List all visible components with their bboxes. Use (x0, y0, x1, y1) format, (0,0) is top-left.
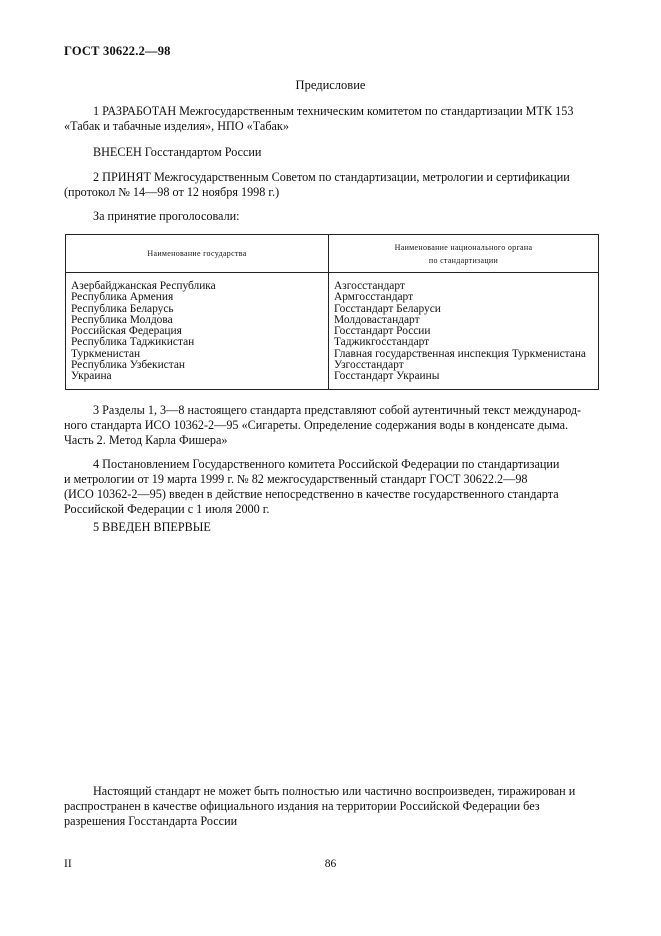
state-name: Республика Молдова (71, 313, 173, 326)
state-name: Республика Армения (71, 291, 174, 304)
states-column (66, 273, 329, 390)
section-4-line-4: Российской Федерации с 1 июля 2000 г. (64, 502, 270, 516)
body-name: Госстандарт Беларуси (334, 302, 441, 315)
body-name: Азгосстандарт (334, 280, 405, 292)
section-3-line-2: ного стандарта ИСО 10362-2—95 «Сигареты. Определение содержания воды в конденсате дыма. (64, 418, 569, 432)
section-4-line-2: и метрологии от 19 марта 1999 г. № 82 межгосударственный стандарт ГОСТ 30622.2—98 (64, 472, 528, 486)
body-name: Госстандарт Украины (334, 370, 440, 383)
section-2-line-1: 2 ПРИНЯТ Межгосударственным Советом по стандартизации, метрологии и сертификации (93, 170, 570, 184)
copyright-note-line-1: Настоящий стандарт не может быть полностью или частично воспроизведен, тиражирован и (93, 784, 576, 798)
body-name: Молдовастандарт (334, 313, 420, 326)
section-3 (64, 403, 598, 448)
table-row (66, 273, 599, 390)
bodies-column (329, 273, 599, 390)
page-roman-numeral: II (64, 858, 72, 870)
section-5: 5 ВВЕДЕН ВПЕРВЫЕ (93, 520, 211, 534)
section-2-line-2: (протокол № 14—98 от 12 ноября 1998 г.) (64, 185, 280, 199)
section-1 (64, 104, 598, 134)
body-name: Госстандарт России (334, 325, 431, 338)
section-3-line-1: 3 Разделы 1, 3—8 настоящего стандарта представляют собой аутентичный текст международ- (93, 403, 582, 417)
copyright-note (64, 784, 598, 829)
section-4 (64, 457, 598, 517)
standard-header: ГОСТ 30622.2—98 (64, 44, 171, 58)
section-1-line-2: «Табак и табачные изделия», НПО «Табак» (64, 119, 289, 133)
state-name: Российская Федерация (71, 325, 182, 338)
state-name: Республика Беларусь (71, 302, 174, 315)
state-name: Республика Таджикистан (71, 336, 195, 349)
state-name: Азербайджанская Республика (71, 280, 216, 292)
copyright-note-line-3: разрешения Госстандарта России (64, 814, 238, 828)
voted-label: За принятие проголосовали: (93, 209, 240, 223)
body-name: Армгосстандарт (334, 291, 414, 304)
page-title: Предисловие (295, 78, 366, 92)
copyright-note-line-2: распространен в качестве официального издания на территории Российской Федерации без (64, 799, 540, 813)
introduced-by: ВНЕСЕН Госстандартом России (93, 145, 262, 159)
table-header-state: Наименование государства (66, 235, 329, 273)
section-2 (64, 170, 598, 200)
section-3-line-3: Часть 2. Метод Карла Фишера» (64, 433, 228, 447)
states-table (65, 234, 599, 390)
section-1-line-1: 1 РАЗРАБОТАН Межгосударственным техническим комитетом по стандартизации МТК 153 (93, 104, 574, 118)
body-name: Таджикгосстандарт (334, 336, 430, 349)
state-name: Украина (71, 370, 112, 383)
state-name: Туркменистан (71, 347, 141, 360)
body-name: Главная государственная инспекция Туркменистана (334, 347, 586, 360)
body-name: Узгосстандарт (334, 359, 404, 372)
state-name: Республика Узбекистан (71, 359, 185, 372)
table-header-body: Наименование национального органа по стандартизации (329, 235, 599, 273)
page-number: 86 (324, 858, 337, 870)
section-4-line-1: 4 Постановлением Государственного комитета Российской Федерации по стандартизации (93, 457, 560, 471)
section-4-line-3: (ИСО 10362-2—95) введен в действие непосредственно в качестве государственного стандарта (64, 487, 559, 501)
table-header-row (66, 235, 599, 273)
